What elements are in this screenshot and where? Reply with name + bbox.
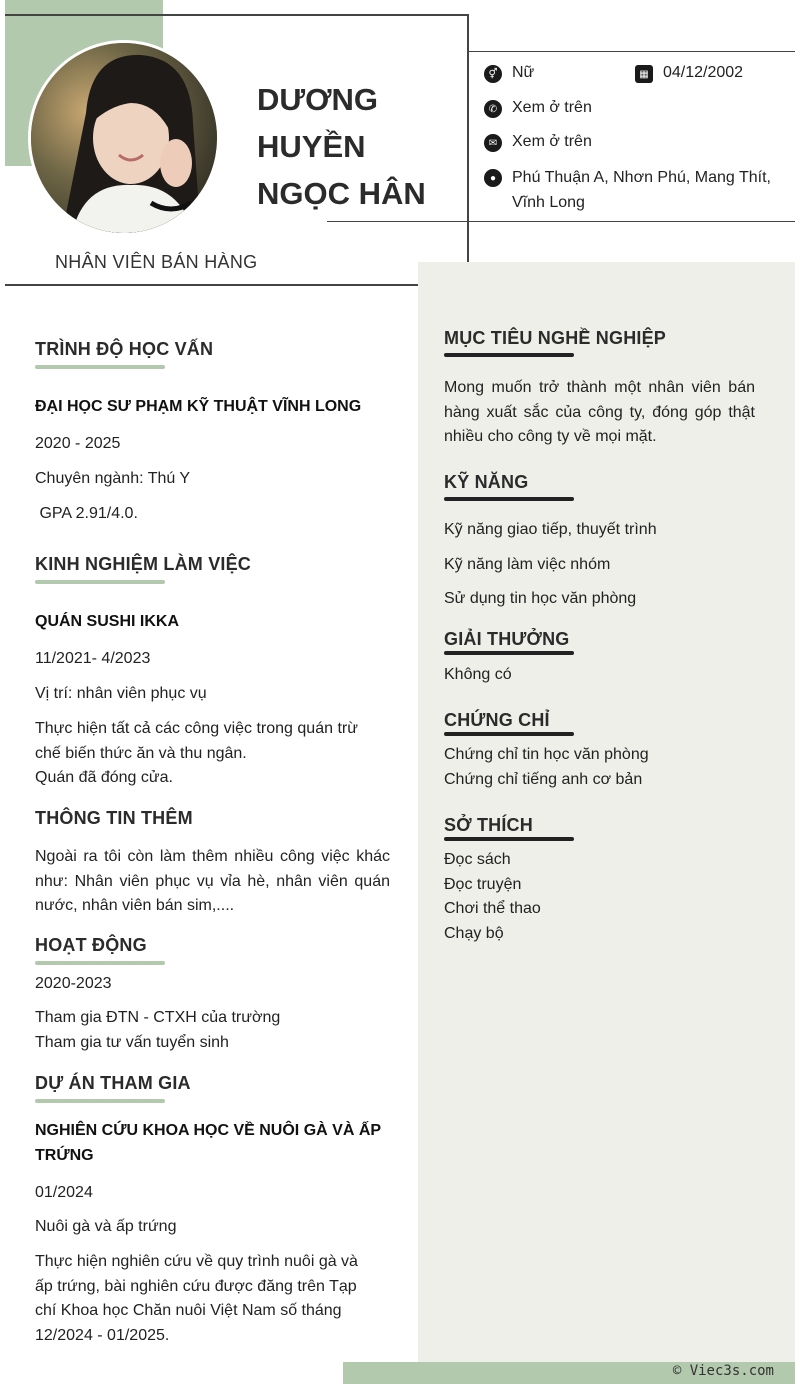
- activities-title: HOẠT ĐỘNG: [35, 935, 147, 955]
- hobby-item-2: Đọc truyện: [444, 875, 522, 893]
- skills-title: KỸ NĂNG: [444, 472, 529, 492]
- awards-text: Không có: [444, 666, 512, 683]
- name-line-2: HUYỀN: [257, 129, 366, 164]
- extra-info-text: Ngoài ra tôi còn làm thêm nhiều công việc khác như: Nhân viên phục vụ vỉa hè, nhân viên quán nước, nhân viên bán sim,....: [35, 848, 390, 914]
- skills-underline: [444, 497, 574, 501]
- certificate-item-1: Chứng chỉ tin học văn phòng: [444, 746, 649, 763]
- awards-underline: [444, 651, 574, 655]
- hobby-item-4: Chạy bộ: [444, 924, 504, 942]
- certificates-section: [444, 710, 774, 736]
- location-pin-icon: ●: [484, 169, 502, 187]
- education-underline: [35, 365, 165, 369]
- address-value: Phú Thuận A, Nhơn Phú, Mang Thít, Vĩnh Long: [512, 169, 771, 211]
- name-line-1: DƯƠNG: [257, 82, 379, 117]
- avatar-photo: [31, 43, 220, 236]
- certificates-list: [444, 743, 649, 792]
- education-title: TRÌNH ĐỘ HỌC VẤN: [35, 339, 214, 359]
- activities-section: [35, 935, 390, 965]
- hobby-item-1: Đọc sách: [444, 851, 511, 868]
- experience-title: KINH NGHIỆM LÀM VIỆC: [35, 554, 252, 574]
- experience-company: QUÁN SUSHI IKKA: [35, 613, 180, 630]
- envelope-icon: ✉: [484, 134, 502, 152]
- activities-period: 2020-2023: [35, 975, 112, 992]
- extra-info-section: [35, 808, 390, 829]
- experience-section: [35, 554, 390, 584]
- birthdate-value: 04/12/2002: [663, 64, 744, 81]
- hobbies-list: [444, 848, 541, 946]
- gender-row: [484, 64, 534, 83]
- experience-desc-line-1: Thực hiện tất cả các công việc trong quán trừ: [35, 720, 358, 737]
- activity-item-2: Tham gia tư vấn tuyển sinh: [35, 1033, 229, 1051]
- education-period: 2020 - 2025: [35, 435, 121, 452]
- objective-title: MỤC TIÊU NGHỀ NGHIỆP: [444, 328, 667, 348]
- experience-position: Vị trí: nhân viên phục vụ: [35, 685, 207, 702]
- education-school: ĐẠI HỌC SƯ PHẠM KỸ THUẬT VĨNH LONG: [35, 398, 362, 415]
- email-row: [484, 133, 592, 152]
- hobbies-section: [444, 815, 774, 841]
- avatar: [28, 40, 220, 236]
- skills-section: [444, 472, 774, 501]
- name-line-3: NGỌC HÂN: [257, 176, 426, 211]
- projects-title: DỰ ÁN THAM GIA: [35, 1073, 191, 1093]
- job-title: NHÂN VIÊN BÁN HÀNG: [55, 252, 258, 272]
- info-divider-bottom: [327, 221, 795, 222]
- project-period: 01/2024: [35, 1184, 93, 1201]
- birthdate-row: [635, 64, 743, 83]
- project-description: Thực hiện nghiên cứu về quy trình nuôi gà và ấp trứng, bài nghiên cứu được đăng trên Tạp chí Khoa học Chăn nuôi Việt Nam số tháng 12/2024 - 01/2025.: [35, 1253, 358, 1344]
- skill-item-2: Kỹ năng làm việc nhóm: [444, 556, 611, 573]
- experience-desc-line-3: Quán đã đóng cửa.: [35, 769, 173, 786]
- email-value: Xem ở trên: [512, 133, 592, 150]
- phone-icon: ✆: [484, 100, 502, 118]
- objective-text: Mong muốn trở thành một nhân viên bán hàng xuất sắc của công ty, đóng góp thật nhiều cho công ty về mọi mặt.: [444, 379, 755, 445]
- projects-underline: [35, 1099, 165, 1103]
- certificates-title: CHỨNG CHỈ: [444, 710, 550, 730]
- certificates-underline: [444, 732, 574, 736]
- hobbies-underline: [444, 837, 574, 841]
- hobbies-title: SỞ THÍCH: [444, 815, 533, 835]
- awards-title: GIẢI THƯỞNG: [444, 629, 570, 649]
- project-name-line-1: NGHIÊN CỨU KHOA HỌC VỀ NUÔI GÀ VÀ ẤP: [35, 1122, 382, 1139]
- objective-section: [444, 328, 774, 357]
- awards-section: [444, 629, 774, 655]
- education-gpa: GPA 2.91/4.0.: [35, 505, 138, 522]
- education-major: Chuyên ngành: Thú Y: [35, 470, 191, 487]
- project-subtitle: Nuôi gà và ấp trứng: [35, 1218, 177, 1235]
- experience-description: [35, 717, 395, 791]
- education-section: [35, 339, 390, 369]
- footer-copyright[interactable]: © Viec3s.com: [672, 1363, 774, 1379]
- skill-item-3: Sử dụng tin học văn phòng: [444, 590, 637, 607]
- phone-value: Xem ở trên: [512, 99, 592, 116]
- objective-underline: [444, 353, 574, 357]
- experience-underline: [35, 580, 165, 584]
- address-row: [484, 168, 784, 215]
- experience-period: 11/2021- 4/2023: [35, 650, 151, 667]
- projects-section: [35, 1073, 390, 1103]
- skill-item-1: Kỹ năng giao tiếp, thuyết trình: [444, 521, 657, 538]
- gender-value: Nữ: [512, 64, 535, 81]
- activities-list: [35, 1006, 280, 1055]
- extra-info-title: THÔNG TIN THÊM: [35, 808, 193, 828]
- phone-row: [484, 99, 592, 118]
- hobby-item-3: Chơi thể thao: [444, 900, 541, 917]
- frame-line-top: [5, 14, 468, 16]
- activities-underline: [35, 961, 165, 965]
- certificate-item-2: Chứng chỉ tiếng anh cơ bản: [444, 770, 643, 788]
- project-name-line-2: TRỨNG: [35, 1146, 94, 1164]
- gender-icon: ⚥: [484, 65, 502, 83]
- info-divider-top: [469, 51, 795, 52]
- frame-line-bottom: [5, 284, 418, 286]
- project-name: [35, 1119, 395, 1168]
- candidate-name: [257, 76, 426, 217]
- calendar-icon: ▦: [635, 65, 653, 83]
- experience-desc-line-2: chế biến thức ăn và thu ngân.: [35, 744, 247, 762]
- activity-item-1: Tham gia ĐTN - CTXH của trường: [35, 1009, 281, 1026]
